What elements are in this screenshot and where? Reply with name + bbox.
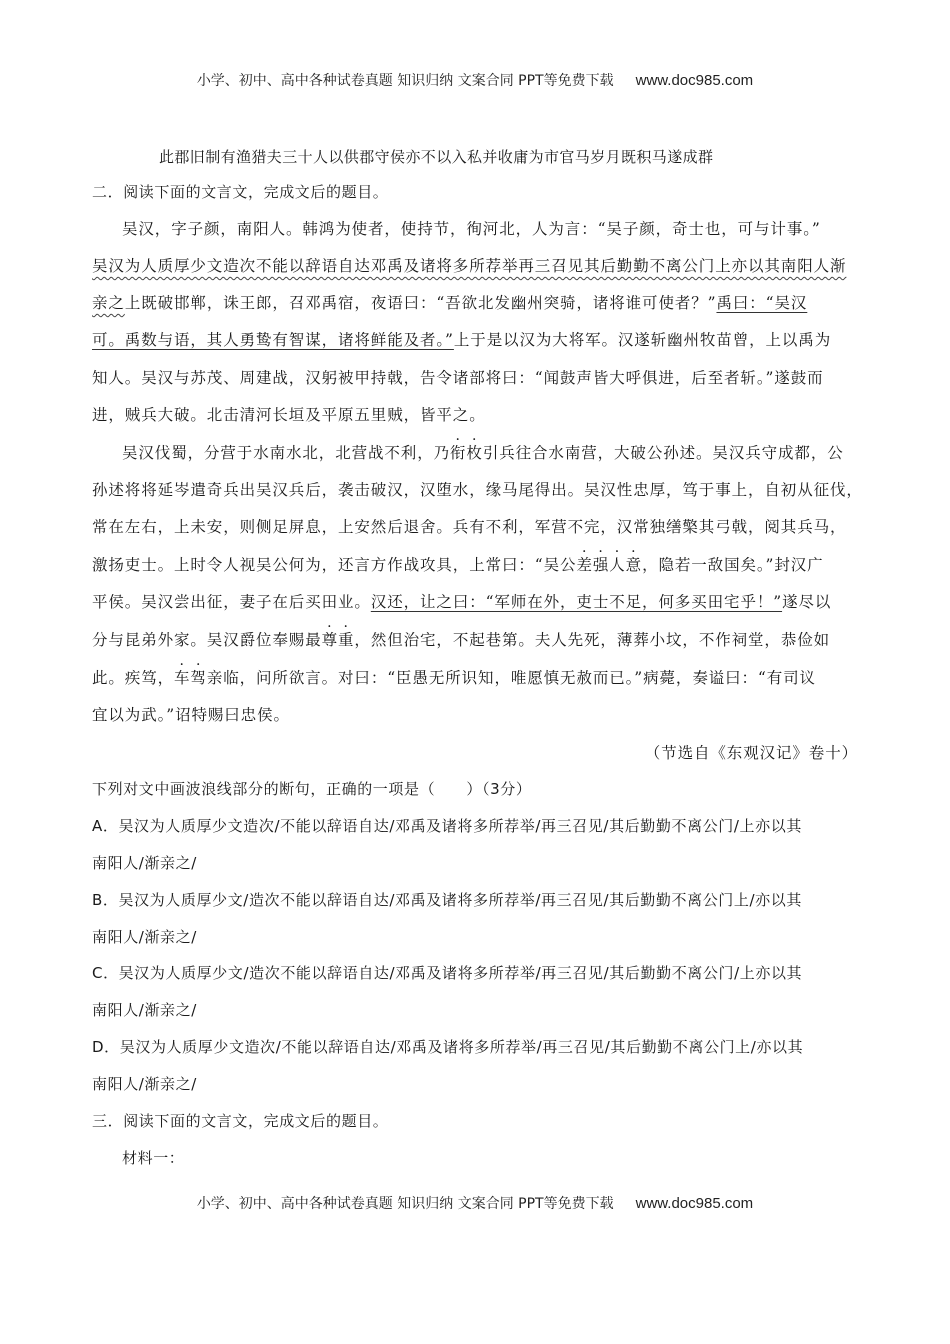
page-footer	[0, 1193, 950, 1213]
option-d-line2[interactable]: 南阳人/渐亲之/	[92, 1075, 197, 1093]
underlined-sentence-1b: 可。禹数与语，其人勇鸷有智谋，诸将鲜能及者。”	[92, 331, 454, 349]
option-a-line1[interactable]: A．吴汉为人质厚少文造次/不能以辞语自达/邓禹及诸将多所荐举/再三召见/其后勤勤不离公门/上亦以其	[92, 817, 802, 835]
emphasis-char: 强	[592, 556, 610, 574]
section3-instruction: 三．阅读下面的文言文，完成文后的题目。	[92, 1112, 389, 1130]
material-label: 材料一：	[122, 1149, 185, 1167]
passage-p1-line3: 亲之上既破邯郸，诛王郎，召邓禹宿，夜语曰：“吾欲北发幽州突骑，诸将谁可使者？”禹曰：“吴汉	[92, 294, 808, 312]
passage-p1-line6: 进，贼兵大破。北击清河长垣及平原五里贼，皆平之。	[92, 406, 486, 424]
option-a-line2[interactable]: 南阳人/渐亲之/	[92, 854, 197, 872]
emphasis-char: 人	[609, 556, 626, 574]
passage-p2-line8: 宜以为武。”诏特赐曰忠侯。	[92, 706, 290, 724]
passage-p2-line7: 此。疾笃，车驾亲临，问所欲言。对曰：“臣愚无所识知，唯愿慎无赦而已。”病薨，奏谥曰：“有司议	[92, 669, 816, 687]
passage-p2-line5: 平侯。吴汉尝出征，妻子在后买田业。汉还，让之曰：“军师在外，吏士不足，何多买田宅乎！”遂尽以	[92, 593, 832, 611]
passage-p1-line1: 吴汉，字子颜，南阳人。韩鸿为使者，使持节，徇河北，人为言：“吴子颜，奇士也，可与计事。”	[122, 220, 821, 238]
emphasis-char: 衔	[450, 444, 467, 462]
wavy-passage-part1: 吴汉为人质厚少文造次不能以辞语自达邓禹及诸将多所荐举再三召见其后勤勤不离公门上亦以其南阳人渐	[92, 257, 847, 275]
previous-answer-line: 此郡旧制有渔猎夫三十人以供郡守侯亦不以入私并收庸为市官马岁月既积马遂成群	[159, 148, 714, 166]
emphasis-char: 驾	[190, 669, 207, 687]
passage-p2-line6: 分与昆弟外家。吴汉爵位奉赐最尊重，然但治宅，不起巷第。夫人先死，薄葬小坟，不作祠堂，恭俭如	[92, 631, 831, 649]
footer-url[interactable]: www.doc985.com	[635, 1195, 754, 1212]
underlined-sentence-1a: 禹曰：“吴汉	[716, 294, 808, 312]
passage-p2-line4: 激扬吏士。上时令人视吴公何为，还言方作战攻具，上常曰：“吴公差强人意，隐若一敌国矣。”封汉广	[92, 556, 824, 574]
passage-p1-line2	[92, 254, 846, 276]
passage-p2-line1: 吴汉伐蜀，分营于水南水北，北营战不利，乃衔枚引兵往合水南营，大破公孙述。吴汉兵守成都，公	[122, 444, 844, 462]
emphasis-char: 车	[174, 669, 191, 687]
emphasis-char: 重	[338, 631, 355, 649]
question-stem: 下列对文中画波浪线部分的断句，正确的一项是（ ）（3分）	[92, 780, 532, 798]
header-text: 小学、初中、高中各种试卷真题 知识归纳 文案合同 PPT等免费下载	[196, 73, 614, 89]
option-c-line1[interactable]: C．吴汉为人质厚少文/造次不能以辞语自达/邓禹及诸将多所荐举/再三召见/其后勤勤不离公门/上亦以其	[92, 964, 803, 982]
footer-text: 小学、初中、高中各种试卷真题 知识归纳 文案合同 PPT等免费下载	[196, 1196, 614, 1212]
source-citation: （节选自《东观汉记》卷十）	[644, 744, 858, 762]
passage-p1-line5: 知人。吴汉与苏茂、周建战，汉躬被甲持戟，告令诸部将曰：“闻鼓声皆大呼俱进，后至者斩。”遂鼓而	[92, 369, 824, 387]
wavy-passage-part2: 亲之	[92, 294, 125, 312]
option-b-line2[interactable]: 南阳人/渐亲之/	[92, 928, 197, 946]
emphasis-char: 意	[625, 556, 643, 574]
option-c-line2[interactable]: 南阳人/渐亲之/	[92, 1001, 197, 1019]
option-b-line1[interactable]: B．吴汉为人质厚少文/造次不能以辞语自达/邓禹及诸将多所荐举/再三召见/其后勤勤不离公门上/亦以其	[92, 891, 802, 909]
page-header	[0, 70, 950, 90]
section2-instruction: 二．阅读下面的文言文，完成文后的题目。	[92, 183, 389, 201]
passage-p2-line3: 常在左右，上未安，则侧足屏息，上安然后退舍。兵有不利，军营不完，汉常独缮檠其弓戟，阅其兵马，	[92, 518, 847, 536]
emphasis-char: 枚	[466, 444, 483, 462]
underlined-sentence-2: 汉还，让之曰：“军师在外，吏士不足，何多买田宅乎！”	[370, 593, 783, 611]
header-url[interactable]: www.doc985.com	[635, 72, 754, 89]
passage-p1-line4: 可。禹数与语，其人勇鸷有智谋，诸将鲜能及者。”上于是以汉为大将军。汉遂斩幽州牧苗曾，上以禹为	[92, 331, 832, 349]
emphasis-char: 差	[576, 556, 593, 574]
option-d-line1[interactable]: D．吴汉为人质厚少文造次/不能以辞语自达/邓禹及诸将多所荐举/再三召见/其后勤勤不离公门上/亦以其	[92, 1038, 804, 1056]
emphasis-char: 尊	[321, 631, 339, 649]
passage-p2-line2: 孙述将将延岑遣奇兵出吴汉兵后，袭击破汉，汉堕水，缘马尾得出。吴汉性忠厚，笃于事上，自初从征伐，	[92, 481, 863, 499]
